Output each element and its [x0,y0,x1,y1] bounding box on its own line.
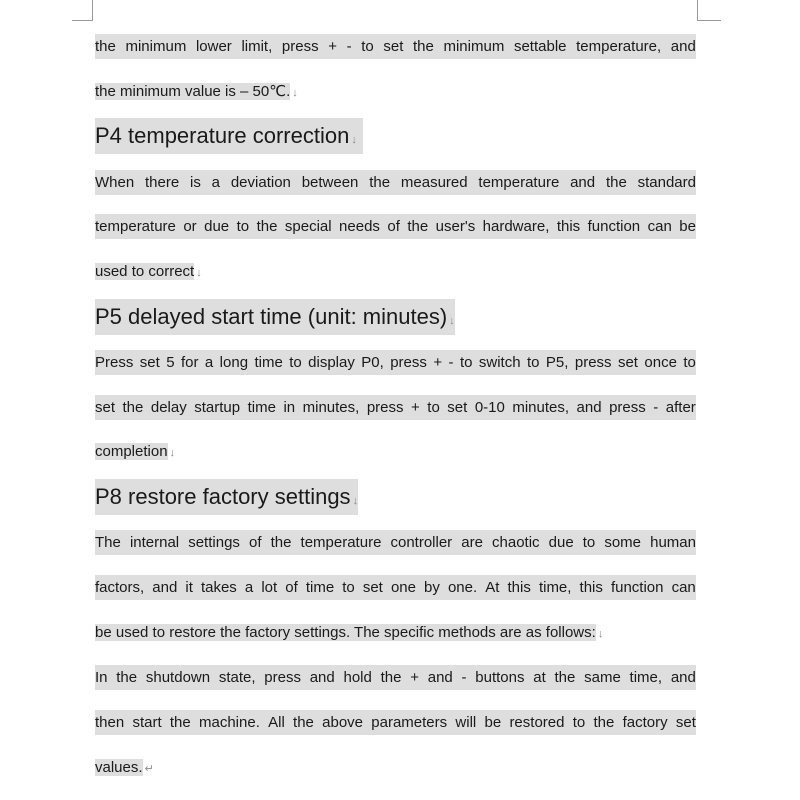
word: time [254,354,283,371]
word: the [122,399,144,416]
word: press [390,354,427,371]
word: internal [129,534,180,551]
line-text: used to correct [95,263,195,280]
word: When [95,174,135,191]
paragraph-mark: ↵ [144,763,154,775]
word: to [361,38,374,55]
line-break-mark: ↓ [597,628,604,640]
word: and [670,669,696,686]
word: - [346,38,352,55]
word: be [484,714,502,731]
word: once [644,354,677,371]
word: set [139,354,160,371]
word: to [289,354,302,371]
word: takes [200,579,237,596]
word: due [204,218,230,235]
word: this [579,579,603,596]
word: the [169,714,191,731]
word: the [554,669,576,686]
word: minimum [443,38,505,55]
body-line [95,575,696,600]
word: to [342,579,355,596]
word: a [211,174,221,191]
word: time [247,399,276,416]
line-break-mark: ↓ [292,87,298,99]
word: one [390,579,416,596]
body-line [95,665,696,690]
heading-p4 [95,118,363,154]
body-line [95,710,696,735]
word: measured [400,174,468,191]
word: the [293,714,314,731]
crop-mark-top-right-vertical [697,0,698,20]
word: press [574,354,612,371]
word: startup [194,399,241,416]
word: and [152,579,178,596]
body-line [95,79,298,104]
word: + [328,38,337,55]
word: to [683,354,696,371]
word: the [95,38,116,55]
word: press [366,399,404,416]
crop-mark-top-right-horizontal [697,20,721,21]
word: buttons [475,669,525,686]
word: P0, [361,354,384,371]
word: function [587,218,641,235]
line-text: completion [95,443,168,460]
word: settings [188,534,240,551]
word: the [270,534,292,551]
word: above [322,714,364,731]
word: press [264,669,301,686]
word: this [556,218,581,235]
word: temperature [95,218,176,235]
word: press [281,38,319,55]
word: and [309,669,335,686]
word: of [387,218,400,235]
word: + [410,669,419,686]
word: settable [513,38,567,55]
word: in [283,399,296,416]
word: needs [339,218,380,235]
word: to [236,218,250,235]
word: the [593,714,615,731]
word: hold [343,669,372,686]
word: the [256,218,278,235]
word: limit, [241,38,273,55]
word: lot [261,579,278,596]
word: due [548,534,574,551]
word: and [427,669,453,686]
word: time [305,579,335,596]
word: temperature, [576,38,662,55]
word: after [665,399,696,416]
word: All [268,714,285,731]
line-break-mark: ↓ [352,495,359,507]
word: user's [435,218,476,235]
word: and [670,38,696,55]
word: some [604,534,642,551]
word: human [650,534,696,551]
word: minutes, [512,399,570,416]
word: special [284,218,332,235]
word: to [427,399,440,416]
word: to [526,354,540,371]
word: temperature [478,174,560,191]
word: factors, [95,579,145,596]
line-break-mark: ↓ [449,315,455,327]
word: At [485,579,500,596]
word: + [411,399,420,416]
word: the [413,38,434,55]
word: factory [622,714,668,731]
word: long [219,354,249,371]
word: by [424,579,440,596]
heading-text: P4 temperature correction [95,123,350,148]
word: controller [390,534,453,551]
word: hardware, [482,218,550,235]
word: the [116,669,138,686]
word: this [507,579,531,596]
body-line [95,395,696,420]
line-break-mark: ↓ [196,267,202,279]
word: lower [195,38,232,55]
word: shutdown [145,669,211,686]
body-line [95,350,696,375]
word: for [180,354,199,371]
word: the [380,669,402,686]
word: 0-10 [474,399,505,416]
word: In [95,669,108,686]
body-line [95,439,175,464]
word: between [301,174,359,191]
word: function [610,579,664,596]
word: set [362,579,383,596]
heading-p8 [95,479,358,515]
word: set [95,399,116,416]
line-break-mark: ↓ [169,447,176,459]
word: of [249,534,262,551]
word: set [383,38,404,55]
word: press [609,399,646,416]
word: set [447,399,468,416]
heading-p5 [95,299,455,335]
word: P5, [545,354,569,371]
word: and [576,399,602,416]
line-text: values. [95,759,143,776]
word: time, [629,669,663,686]
word: delay [150,399,187,416]
word: a [204,354,214,371]
word: is [190,174,201,191]
word: start [132,714,162,731]
word: chaotic [492,534,540,551]
word: then [95,714,125,731]
word: - [448,354,454,371]
word: minimum [125,38,187,55]
word: state, [218,669,256,686]
word: or [183,218,197,235]
body-line [95,214,696,239]
word: deviation [230,174,291,191]
word: can [671,579,696,596]
line-text: be used to restore the factory settings. The specific methods are as follows: [95,624,596,641]
body-line [95,620,603,645]
word: are [461,534,483,551]
word: time, [538,579,572,596]
word: display [308,354,355,371]
word: at [533,669,546,686]
word: Press [95,354,134,371]
word: + [433,354,443,371]
word: to [459,354,473,371]
word: - [653,399,659,416]
word: be [679,218,696,235]
word: one. [447,579,478,596]
word: the [369,174,391,191]
body-line [95,170,696,195]
body-line [95,530,696,555]
body-line [95,34,696,59]
word: minutes, [302,399,360,416]
word: - [461,669,467,686]
word: can [647,218,672,235]
body-line [95,259,202,284]
crop-mark-top-left-vertical [92,0,93,20]
word: and [570,174,596,191]
word: the [605,174,627,191]
word: to [582,534,596,551]
line-text: the minimum value is – 50℃. [95,83,291,100]
word: will [455,714,477,731]
word: parameters [371,714,448,731]
heading-text: P8 restore factory settings [95,484,351,509]
heading-text: P5 delayed start time (unit: minutes) [95,304,448,329]
line-break-mark: ↓ [351,134,357,146]
word: The [95,534,121,551]
crop-mark-top-left-horizontal [72,20,93,21]
word: a [244,579,254,596]
word: set [675,714,696,731]
word: set [617,354,638,371]
word: restored [509,714,565,731]
word: same [584,669,621,686]
word: 5 [166,354,175,371]
word: the [407,218,429,235]
word: to [572,714,586,731]
word: there [145,174,180,191]
word: machine. [199,714,260,731]
body-line [95,755,154,780]
word: standard [637,174,696,191]
word: temperature [300,534,382,551]
word: of [285,579,298,596]
word: switch [478,354,521,371]
word: it [185,579,193,596]
